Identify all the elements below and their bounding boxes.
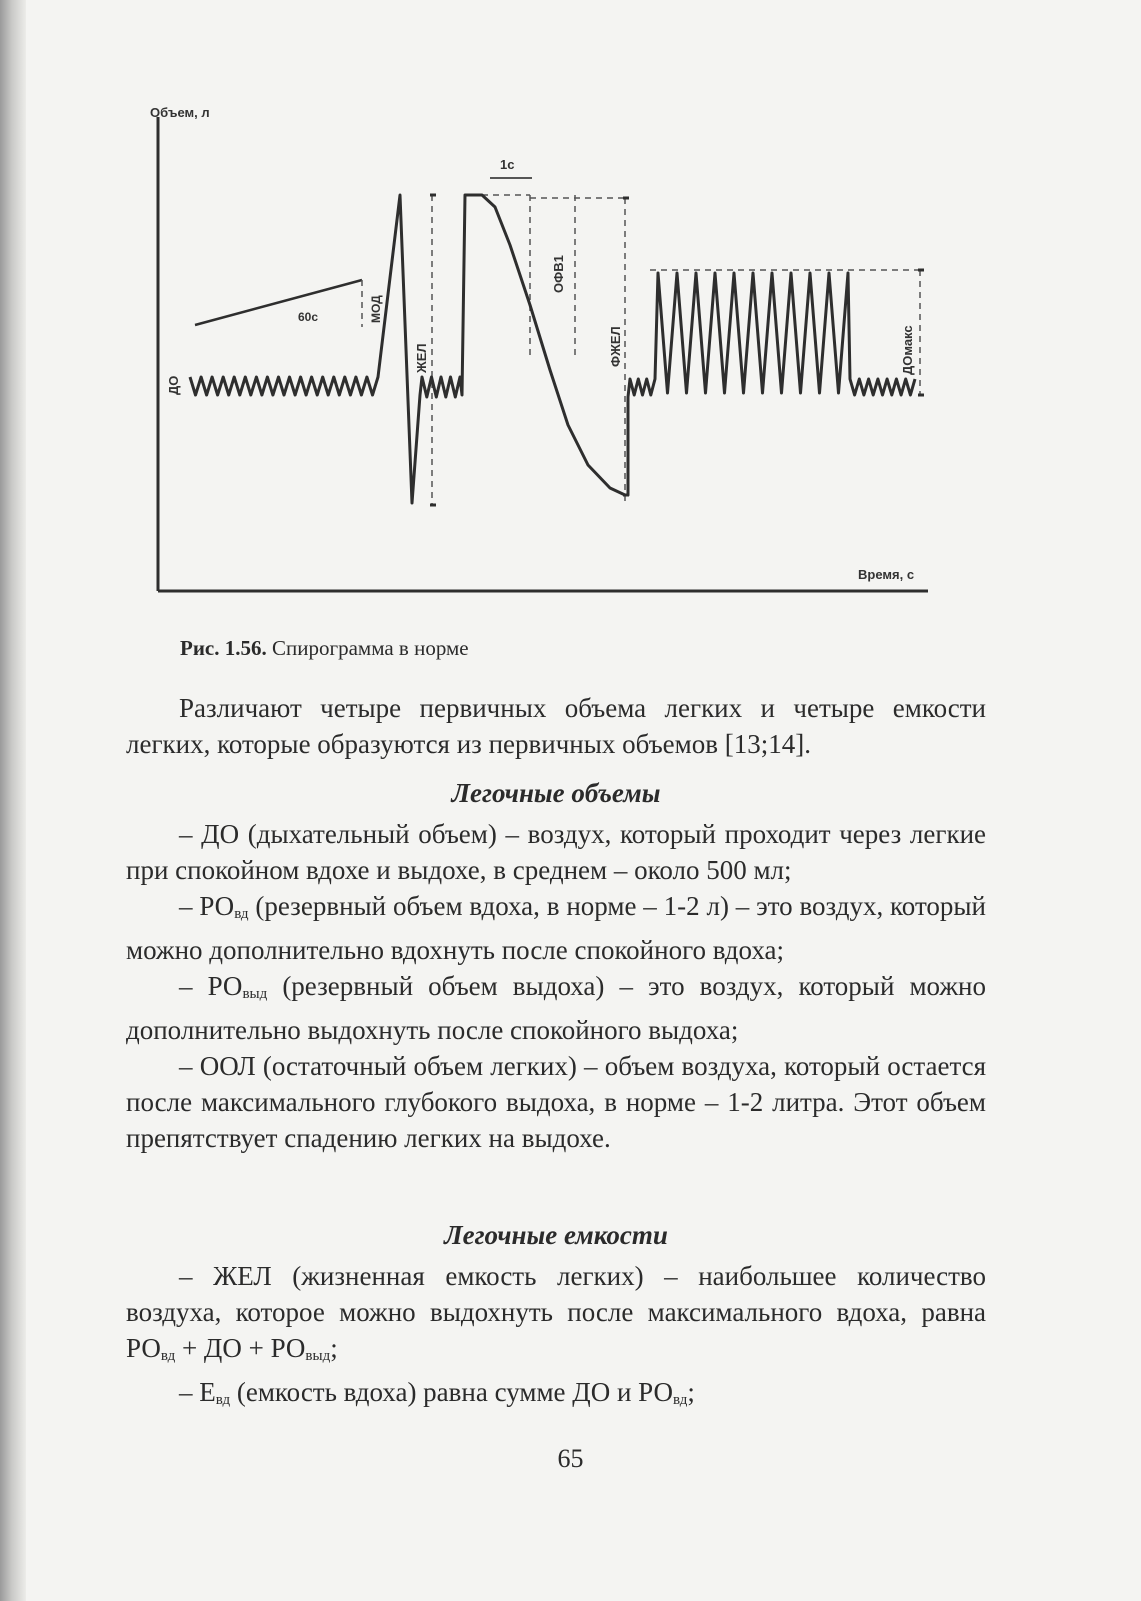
volume-item-do: – ДО (дыхательный объем) – воздух, который проходит через легкие при спокойном вдохе и выдохе, в среднем – около 500 мл; [126, 819, 987, 885]
spirogram-figure [150, 95, 980, 615]
volumes-list [126, 816, 986, 1156]
intro-paragraph [126, 690, 986, 762]
sixty-sec-ramp [195, 280, 362, 325]
fzhel-label: ФЖЕЛ [608, 326, 623, 367]
mod-label: МОД [369, 295, 383, 323]
section-heading-capacities: Легочные емкости [444, 1220, 668, 1250]
caption-number: Рис. 1.56. [180, 636, 267, 660]
caption-text: Спирограмма в норме [272, 636, 469, 660]
y-axis-label: Объем, л [150, 105, 210, 120]
volume-item-ool: – ООЛ (остаточный объем легких) – объем воздуха, который остается после максимального глубокого выдоха, в норме – 1-2 литра. Этот объем препятствует спадению легких на выдохе. [126, 1051, 986, 1153]
page-binding-shadow [0, 0, 26, 1601]
spirogram-chart [150, 95, 980, 615]
domax-label: ДОмакс [900, 325, 915, 375]
dashed-guides [362, 178, 920, 505]
capacity-item-zhel: – ЖЕЛ (жизненная емкость легких) – наибольшее количество воздуха, которое можно выдохнуть после максимального вдоха, равна $РО_{вд}$ + ДО + $РО_{выд}$; [126, 1261, 986, 1364]
capacity-item-evd: – $Е_{вд}$ (емкость вдоха) равна сумме ДО и $РО_{вд}$; [179, 1377, 695, 1408]
volume-item-ro-vyd: – $РО_{выд}$ (резервный объем выдоха) – это воздух, который можно дополнительно выдохнуть после спокойного выдоха; [126, 971, 986, 1045]
sixty-sec-label: 60с [298, 310, 319, 324]
ofv1-label: ОФВ1 [551, 255, 566, 293]
spirogram-trace [190, 195, 915, 503]
one-sec-label: 1с [500, 157, 515, 172]
capacities-list [126, 1258, 986, 1418]
do-label: ДО [166, 375, 181, 395]
volume-item-ro-vd: – $РО_{вд}$ (резервный объем вдоха, в норме – 1-2 л) – это воздух, который можно дополнительно вдохнуть после спокойного вдоха; [126, 891, 986, 965]
section-heading-volumes: Легочные объемы [451, 778, 661, 808]
figure-caption [180, 636, 469, 661]
intro-text: Различают четыре первичных объема легких и четыре емкости легких, которые образуются из первичных объемов [13;14]. [126, 693, 986, 759]
x-axis-label: Время, с [858, 567, 915, 582]
zhel-label: ЖЕЛ [414, 343, 429, 373]
page-number: 65 [557, 1444, 584, 1473]
